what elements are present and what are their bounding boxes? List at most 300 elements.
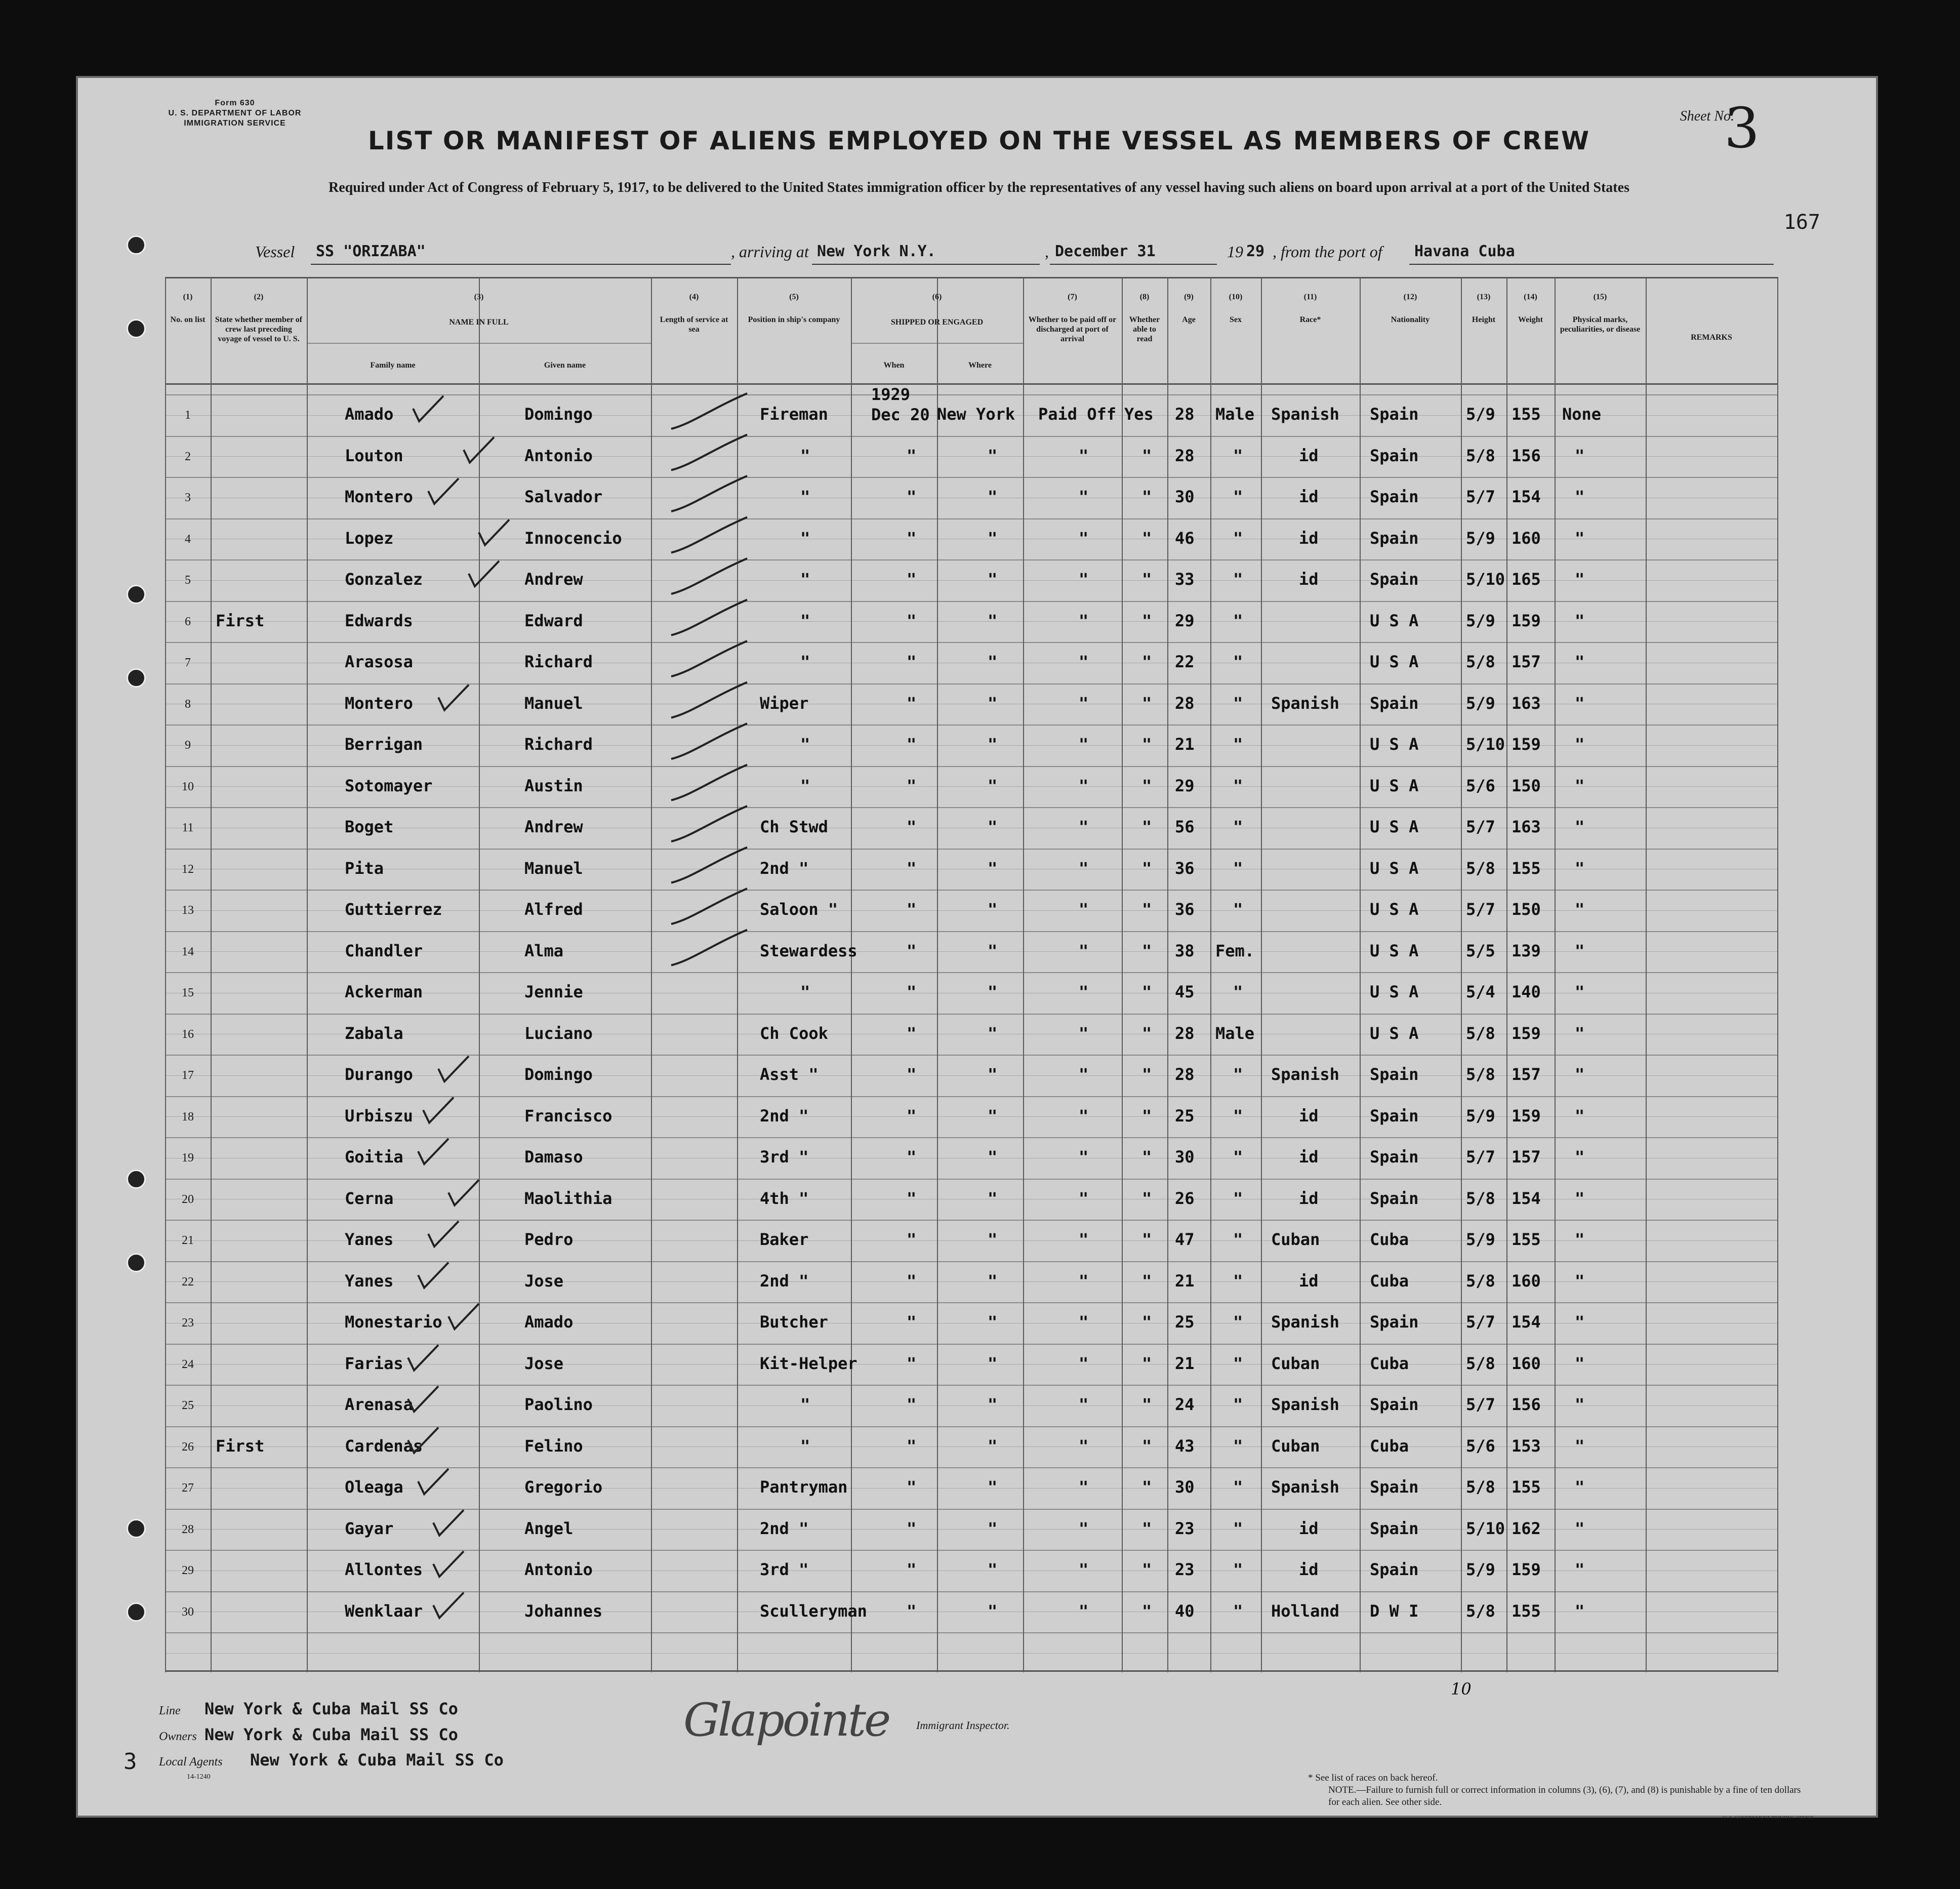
family-name-cell: Montero [345, 693, 413, 713]
nationality-cell: Spain [1370, 1395, 1419, 1414]
position-cell: 3rd " [760, 1147, 809, 1167]
column-c3-header: NAME IN FULL [449, 318, 509, 327]
arrival-date: December 31 [1055, 243, 1156, 260]
row-number: 13 [182, 904, 194, 917]
position-cell: " [800, 570, 810, 589]
able-to-read-cell: " [1142, 900, 1152, 919]
physical-marks-cell: " [1575, 611, 1585, 630]
family-name-cell: Cerna [345, 1188, 394, 1208]
from-label: , from the port of [1273, 243, 1382, 261]
weight-cell: 160 [1512, 1271, 1541, 1291]
inspector-signature: Glapointe [683, 1694, 889, 1747]
paid-off-cell: " [1079, 1436, 1089, 1456]
physical-marks-cell: " [1575, 735, 1585, 754]
paid-off-cell: Paid Off [1038, 405, 1117, 424]
race-cell: Cuban [1271, 1230, 1320, 1249]
race-cell: Holland [1271, 1601, 1339, 1621]
age-cell: 47 [1175, 1230, 1195, 1249]
shipped-where-cell: " [988, 446, 998, 465]
row-number: 21 [182, 1234, 194, 1247]
family-name-cell: Louton [345, 446, 403, 465]
physical-marks-cell: " [1575, 446, 1585, 465]
age-cell: 46 [1175, 528, 1195, 548]
able-to-read-cell: " [1142, 1395, 1152, 1414]
punch-hole [127, 1253, 146, 1272]
position-cell: Butcher [760, 1312, 828, 1332]
weight-cell: 150 [1512, 776, 1541, 795]
weight-cell: 155 [1512, 858, 1541, 878]
height-cell: 5/9 [1466, 1106, 1495, 1126]
paid-off-cell: " [1079, 1353, 1089, 1373]
row-number: 7 [185, 656, 191, 669]
sex-cell: " [1233, 1436, 1243, 1456]
age-cell: 30 [1175, 1477, 1195, 1497]
height-cell: 5/8 [1466, 1353, 1495, 1373]
position-cell: Ch Stwd [760, 817, 828, 836]
sex-cell: " [1233, 1601, 1243, 1621]
shipped-when-cell: " [907, 1188, 917, 1208]
total-count-mark: 10 [1451, 1679, 1472, 1699]
weight-cell: 157 [1512, 1065, 1541, 1084]
shipped-where-cell: " [988, 1477, 998, 1497]
column-c7-header: Whether to be paid off or discharged at port of arrival [1028, 315, 1117, 343]
weight-cell: 157 [1512, 652, 1541, 671]
given-name-cell: Francisco [524, 1106, 612, 1126]
age-cell: 23 [1175, 1518, 1195, 1538]
shipped-when-cell: " [907, 900, 917, 919]
race-cell: Spanish [1271, 693, 1339, 713]
given-name-cell: Andrew [524, 570, 583, 589]
position-cell: 2nd " [760, 1271, 809, 1291]
race-cell: Spanish [1271, 1477, 1339, 1497]
weight-cell: 156 [1512, 1395, 1541, 1414]
column-c6-number: (6) [932, 293, 942, 301]
height-cell: 5/6 [1466, 776, 1495, 795]
column-c1-header: No. on list [170, 315, 206, 324]
position-cell: " [800, 652, 810, 671]
position-cell: 2nd " [760, 1106, 809, 1126]
row-number: 18 [182, 1110, 194, 1123]
position-cell: Asst " [760, 1065, 819, 1084]
shipped-when-cell: " [907, 735, 917, 754]
given-name-cell: Manuel [524, 858, 583, 878]
shipped-when-cell: " [907, 1518, 917, 1538]
family-name-cell: Durango [345, 1065, 413, 1084]
family-name-cell: Chandler [345, 941, 423, 960]
weight-cell: 157 [1512, 1147, 1541, 1167]
paid-off-cell: " [1079, 1147, 1089, 1167]
family-name-cell: Montero [345, 487, 413, 506]
age-cell: 25 [1175, 1106, 1195, 1126]
shipped-when-cell: " [907, 528, 917, 548]
from-port: Havana Cuba [1414, 243, 1515, 260]
nationality-cell: Cuba [1370, 1230, 1409, 1249]
sex-cell: " [1233, 1560, 1243, 1579]
age-cell: 38 [1175, 941, 1195, 960]
physical-marks-cell: " [1575, 1065, 1585, 1084]
shipped-where-cell: " [988, 611, 998, 630]
age-cell: 28 [1175, 405, 1195, 424]
family-name-cell: Cardenas [345, 1436, 423, 1456]
age-cell: 36 [1175, 900, 1195, 919]
prev-voyage-cell: First [216, 611, 265, 630]
row-number: 4 [185, 532, 191, 546]
nationality-cell: U S A [1370, 735, 1419, 754]
given-name-cell: Angel [524, 1518, 574, 1538]
paid-off-cell: " [1079, 1271, 1089, 1291]
physical-marks-cell: " [1575, 858, 1585, 878]
given-name-cell: Paolino [524, 1395, 593, 1414]
shipped-when-cell: " [907, 1436, 917, 1456]
height-cell: 5/8 [1466, 858, 1495, 878]
family-name-cell: Berrigan [345, 735, 423, 754]
column-c7-number: (7) [1068, 293, 1077, 301]
form-header [146, 98, 323, 129]
year-prefix: 19 [1227, 243, 1243, 261]
able-to-read-cell: " [1142, 1436, 1152, 1456]
paid-off-cell: " [1079, 1395, 1089, 1414]
paid-off-cell: " [1079, 1477, 1089, 1497]
row-number: 8 [185, 697, 191, 711]
race-cell: id [1299, 1560, 1319, 1579]
given-name-cell: Alfred [524, 900, 583, 919]
family-name-cell: Allontes [345, 1560, 423, 1579]
paid-off-cell: " [1079, 693, 1089, 713]
sex-cell: " [1233, 858, 1243, 878]
given-name-cell: Manuel [524, 693, 583, 713]
row-number: 14 [182, 945, 194, 958]
paid-off-cell: " [1079, 817, 1089, 836]
punch-hole [127, 1519, 146, 1538]
nationality-cell: Spain [1370, 1560, 1419, 1579]
shipped-when-cell: " [907, 776, 917, 795]
weight-cell: 163 [1512, 817, 1541, 836]
sex-cell: " [1233, 611, 1243, 630]
age-cell: 40 [1175, 1601, 1195, 1621]
shipped-when-cell: " [907, 487, 917, 506]
given-name-cell: Luciano [524, 1023, 593, 1043]
sex-cell: " [1233, 570, 1243, 589]
punch-hole [127, 1602, 146, 1622]
position-cell: 4th " [760, 1188, 809, 1208]
shipped-where-cell: " [988, 941, 998, 960]
row-number: 3 [185, 491, 191, 504]
able-to-read-cell: " [1142, 1147, 1152, 1167]
height-cell: 5/7 [1466, 817, 1495, 836]
given-name-cell: Andrew [524, 817, 583, 836]
column-c9-number: (9) [1184, 293, 1194, 301]
given-name-cell: Domingo [524, 1065, 593, 1084]
sex-cell: " [1233, 487, 1243, 506]
form-number: Form 630 [215, 99, 255, 107]
punch-hole [127, 235, 146, 255]
punch-hole [127, 668, 146, 688]
age-cell: 28 [1175, 1065, 1195, 1084]
column-c8-number: (8) [1139, 293, 1150, 301]
nationality-cell: Spain [1370, 446, 1419, 465]
family-name-cell: Guttierrez [345, 900, 442, 919]
paid-off-cell: " [1079, 528, 1089, 548]
paid-off-cell: " [1079, 1230, 1089, 1249]
shipped-when-cell: " [907, 982, 917, 1001]
given-name-cell: Antonio [524, 1560, 593, 1579]
row-number: 23 [182, 1316, 194, 1330]
row-number: 24 [182, 1357, 194, 1371]
shipped-when-cell: " [907, 858, 917, 878]
shipped-where-cell: " [988, 1518, 998, 1538]
age-cell: 21 [1175, 1271, 1195, 1291]
position-cell: " [800, 487, 810, 506]
height-cell: 5/4 [1466, 982, 1495, 1001]
height-cell: 5/9 [1466, 528, 1495, 548]
race-cell: Cuban [1271, 1436, 1320, 1456]
paid-off-cell: " [1079, 1023, 1089, 1043]
nationality-cell: Cuba [1370, 1436, 1409, 1456]
row-number: 11 [182, 821, 194, 834]
column-c12-header: Nationality [1391, 315, 1430, 324]
shipped-where-cell: " [988, 982, 998, 1001]
weight-cell: 155 [1512, 1230, 1541, 1249]
shipped-when-cell: " [907, 693, 917, 713]
physical-marks-cell: " [1575, 1395, 1585, 1414]
height-cell: 5/9 [1466, 611, 1495, 630]
row-number: 29 [182, 1564, 194, 1577]
weight-cell: 139 [1512, 941, 1541, 960]
sex-cell: " [1233, 1065, 1243, 1084]
sex-cell: " [1233, 652, 1243, 671]
note-races: * See list of races on back hereof. [1308, 1773, 1438, 1783]
family-name-cell: Arenasa [345, 1395, 413, 1414]
nationality-cell: Spain [1370, 1147, 1419, 1167]
able-to-read-cell: " [1142, 1106, 1152, 1126]
shipped-where-cell: " [988, 487, 998, 506]
able-to-read-cell: " [1142, 1230, 1152, 1249]
shipped-where-cell: " [988, 1271, 998, 1291]
nationality-cell: Spain [1370, 1065, 1419, 1084]
able-to-read-cell: " [1142, 1477, 1152, 1497]
shipped-where-cell: " [988, 1312, 998, 1332]
physical-marks-cell: " [1575, 652, 1585, 671]
nationality-cell: D W I [1370, 1601, 1419, 1621]
position-cell: Fireman [760, 405, 828, 424]
nationality-cell: Spain [1370, 570, 1419, 589]
race-cell: Spanish [1271, 1312, 1339, 1332]
row-number: 2 [185, 450, 191, 463]
given-name-cell: Alma [524, 941, 564, 960]
column-c3-subheader-2: Given name [544, 361, 586, 370]
given-name-cell: Jose [524, 1271, 564, 1291]
shipped-when-cell: " [907, 1312, 917, 1332]
position-cell: Stewardess [760, 941, 858, 960]
weight-cell: 165 [1512, 570, 1541, 589]
punch-hole [127, 585, 146, 604]
row-number: 10 [182, 780, 194, 793]
able-to-read-cell: " [1142, 1065, 1152, 1084]
physical-marks-cell: " [1575, 776, 1585, 795]
punch-hole [127, 1170, 146, 1189]
footer [78, 1698, 1880, 1821]
physical-marks-cell: " [1575, 941, 1585, 960]
column-c6-subheader-2: Where [968, 361, 992, 370]
race-cell: id [1299, 528, 1319, 548]
able-to-read-cell: " [1142, 817, 1152, 836]
given-name-cell: Felino [524, 1436, 583, 1456]
age-cell: 29 [1175, 611, 1195, 630]
family-name-cell: Yanes [345, 1230, 394, 1249]
position-cell: " [800, 982, 810, 1001]
shipped-where-cell: " [988, 1023, 998, 1043]
paid-off-cell: " [1079, 1188, 1089, 1208]
physical-marks-cell: " [1575, 528, 1585, 548]
family-name-cell: Urbiszu [345, 1106, 413, 1126]
subtitle: Required under Act of Congress of February 5, 1917, to be delivered to the United States immigration officer by the representatives of any vessel having such aliens on board upon arrival at a port of the United States [329, 180, 1629, 195]
given-name-cell: Pedro [524, 1230, 574, 1249]
height-cell: 5/9 [1466, 405, 1495, 424]
shipped-when-cell: " [907, 1023, 917, 1043]
punch-hole [127, 319, 146, 338]
weight-cell: 155 [1512, 405, 1541, 424]
able-to-read-cell: " [1142, 446, 1152, 465]
family-name-cell: Boget [345, 817, 394, 836]
physical-marks-cell: " [1575, 817, 1585, 836]
sheet-number: 3 [1724, 96, 1760, 160]
given-name-cell: Innocencio [524, 528, 622, 548]
height-cell: 5/8 [1466, 446, 1495, 465]
nationality-cell: Spain [1370, 405, 1419, 424]
paid-off-cell: " [1079, 611, 1089, 630]
given-name-cell: Amado [524, 1312, 574, 1332]
given-name-cell: Gregorio [524, 1477, 603, 1497]
column-c11-number: (11) [1303, 293, 1317, 301]
shipped-where-cell: " [988, 693, 998, 713]
race-cell: Spanish [1271, 1065, 1339, 1084]
shipped-where-cell: " [988, 900, 998, 919]
paid-off-cell: " [1079, 858, 1089, 878]
column-c13-number: (13) [1477, 293, 1491, 301]
position-cell: Pantryman [760, 1477, 848, 1497]
given-name-cell: Austin [524, 776, 583, 795]
sex-cell: " [1233, 776, 1243, 795]
position-cell: 3rd " [760, 1560, 809, 1579]
weight-cell: 159 [1512, 1023, 1541, 1043]
shipped-where-cell: " [988, 1395, 998, 1414]
height-cell: 5/8 [1466, 1188, 1495, 1208]
given-name-cell: Richard [524, 735, 593, 754]
paid-off-cell: " [1079, 652, 1089, 671]
family-name-cell: Arasosa [345, 652, 413, 671]
physical-marks-cell: " [1575, 1518, 1585, 1538]
shipped-where-cell: " [988, 1230, 998, 1249]
able-to-read-cell: " [1142, 1023, 1152, 1043]
column-c6-subheader-1: When [883, 361, 905, 370]
column-c10-number: (10) [1229, 293, 1243, 301]
sex-cell: " [1233, 528, 1243, 548]
column-c8-header: Whether able to read [1129, 315, 1160, 343]
crew-table [165, 277, 1778, 1699]
paid-off-cell: " [1079, 900, 1089, 919]
column-c14-number: (14) [1524, 293, 1537, 301]
age-cell: 56 [1175, 817, 1195, 836]
sex-cell: Fem. [1215, 941, 1255, 960]
paid-off-cell: " [1079, 1065, 1089, 1084]
shipped-when-cell: " [907, 1560, 917, 1579]
race-cell: id [1299, 1518, 1319, 1538]
nationality-cell: Spain [1370, 1477, 1419, 1497]
row-number: 25 [182, 1399, 194, 1412]
able-to-read-cell: " [1142, 1188, 1152, 1208]
nationality-cell: U S A [1370, 858, 1419, 878]
paid-off-cell: " [1079, 487, 1089, 506]
shipped-where-cell: " [988, 528, 998, 548]
shipped-when-cell: " [907, 1230, 917, 1249]
position-cell: " [800, 446, 810, 465]
handwritten-checkmarks [165, 277, 1778, 1672]
margin-mark: 3 [124, 1749, 137, 1775]
form-code: 14-1240 [187, 1773, 211, 1781]
column-c4-header: Length of service at sea [660, 315, 728, 334]
shipped-when-cell: " [907, 570, 917, 589]
race-cell: id [1299, 1106, 1319, 1126]
weight-cell: 160 [1512, 1353, 1541, 1373]
arriving-port: New York N.Y. [817, 243, 936, 260]
position-cell: Ch Cook [760, 1023, 828, 1043]
family-name-cell: Wenklaar [345, 1601, 423, 1621]
position-cell: " [800, 1436, 810, 1456]
family-name-cell: Sotomayer [345, 776, 433, 795]
paid-off-cell: " [1079, 1518, 1089, 1538]
shipped-where-cell: " [988, 1560, 998, 1579]
given-name-cell: Jennie [524, 982, 583, 1001]
sex-cell: " [1233, 982, 1243, 1001]
race-cell: Spanish [1271, 1395, 1339, 1414]
able-to-read-cell: " [1142, 982, 1152, 1001]
column-c10-header: Sex [1230, 315, 1242, 324]
shipped-where-cell: " [988, 776, 998, 795]
sex-cell: " [1233, 1106, 1243, 1126]
age-cell: 29 [1175, 776, 1195, 795]
sex-cell: " [1233, 446, 1243, 465]
given-name-cell: Salvador [524, 487, 603, 506]
position-cell: Kit-Helper [760, 1353, 858, 1373]
position-cell: " [800, 611, 810, 630]
height-cell: 5/9 [1466, 1230, 1495, 1249]
shipped-when-cell: 1929 Dec 20 [871, 385, 930, 424]
shipped-when-cell: " [907, 1477, 917, 1497]
printer-mark: U. S. GOVERNMENT PRINTING OFFICE [1723, 1816, 1814, 1821]
paid-off-cell: " [1079, 446, 1089, 465]
vessel-label: Vessel [255, 243, 295, 261]
shipped-where-cell: " [988, 1353, 998, 1373]
column-c9-header: Age [1182, 315, 1196, 324]
shipped-when-cell: " [907, 1353, 917, 1373]
shipped-when-cell: " [907, 1065, 917, 1084]
weight-cell: 163 [1512, 693, 1541, 713]
weight-cell: 156 [1512, 446, 1541, 465]
height-cell: 5/8 [1466, 1601, 1495, 1621]
race-cell: id [1299, 1188, 1319, 1208]
nationality-cell: U S A [1370, 611, 1419, 630]
height-cell: 5/8 [1466, 1065, 1495, 1084]
height-cell: 5/8 [1466, 1271, 1495, 1291]
shipped-where-cell: " [988, 1106, 998, 1126]
sex-cell: " [1233, 1477, 1243, 1497]
column-c15-number: (15) [1593, 293, 1607, 301]
row-number: 26 [182, 1440, 194, 1454]
year-suffix: 29 [1246, 243, 1265, 260]
row-number: 28 [182, 1522, 194, 1536]
height-cell: 5/7 [1466, 487, 1495, 506]
sex-cell: " [1233, 817, 1243, 836]
